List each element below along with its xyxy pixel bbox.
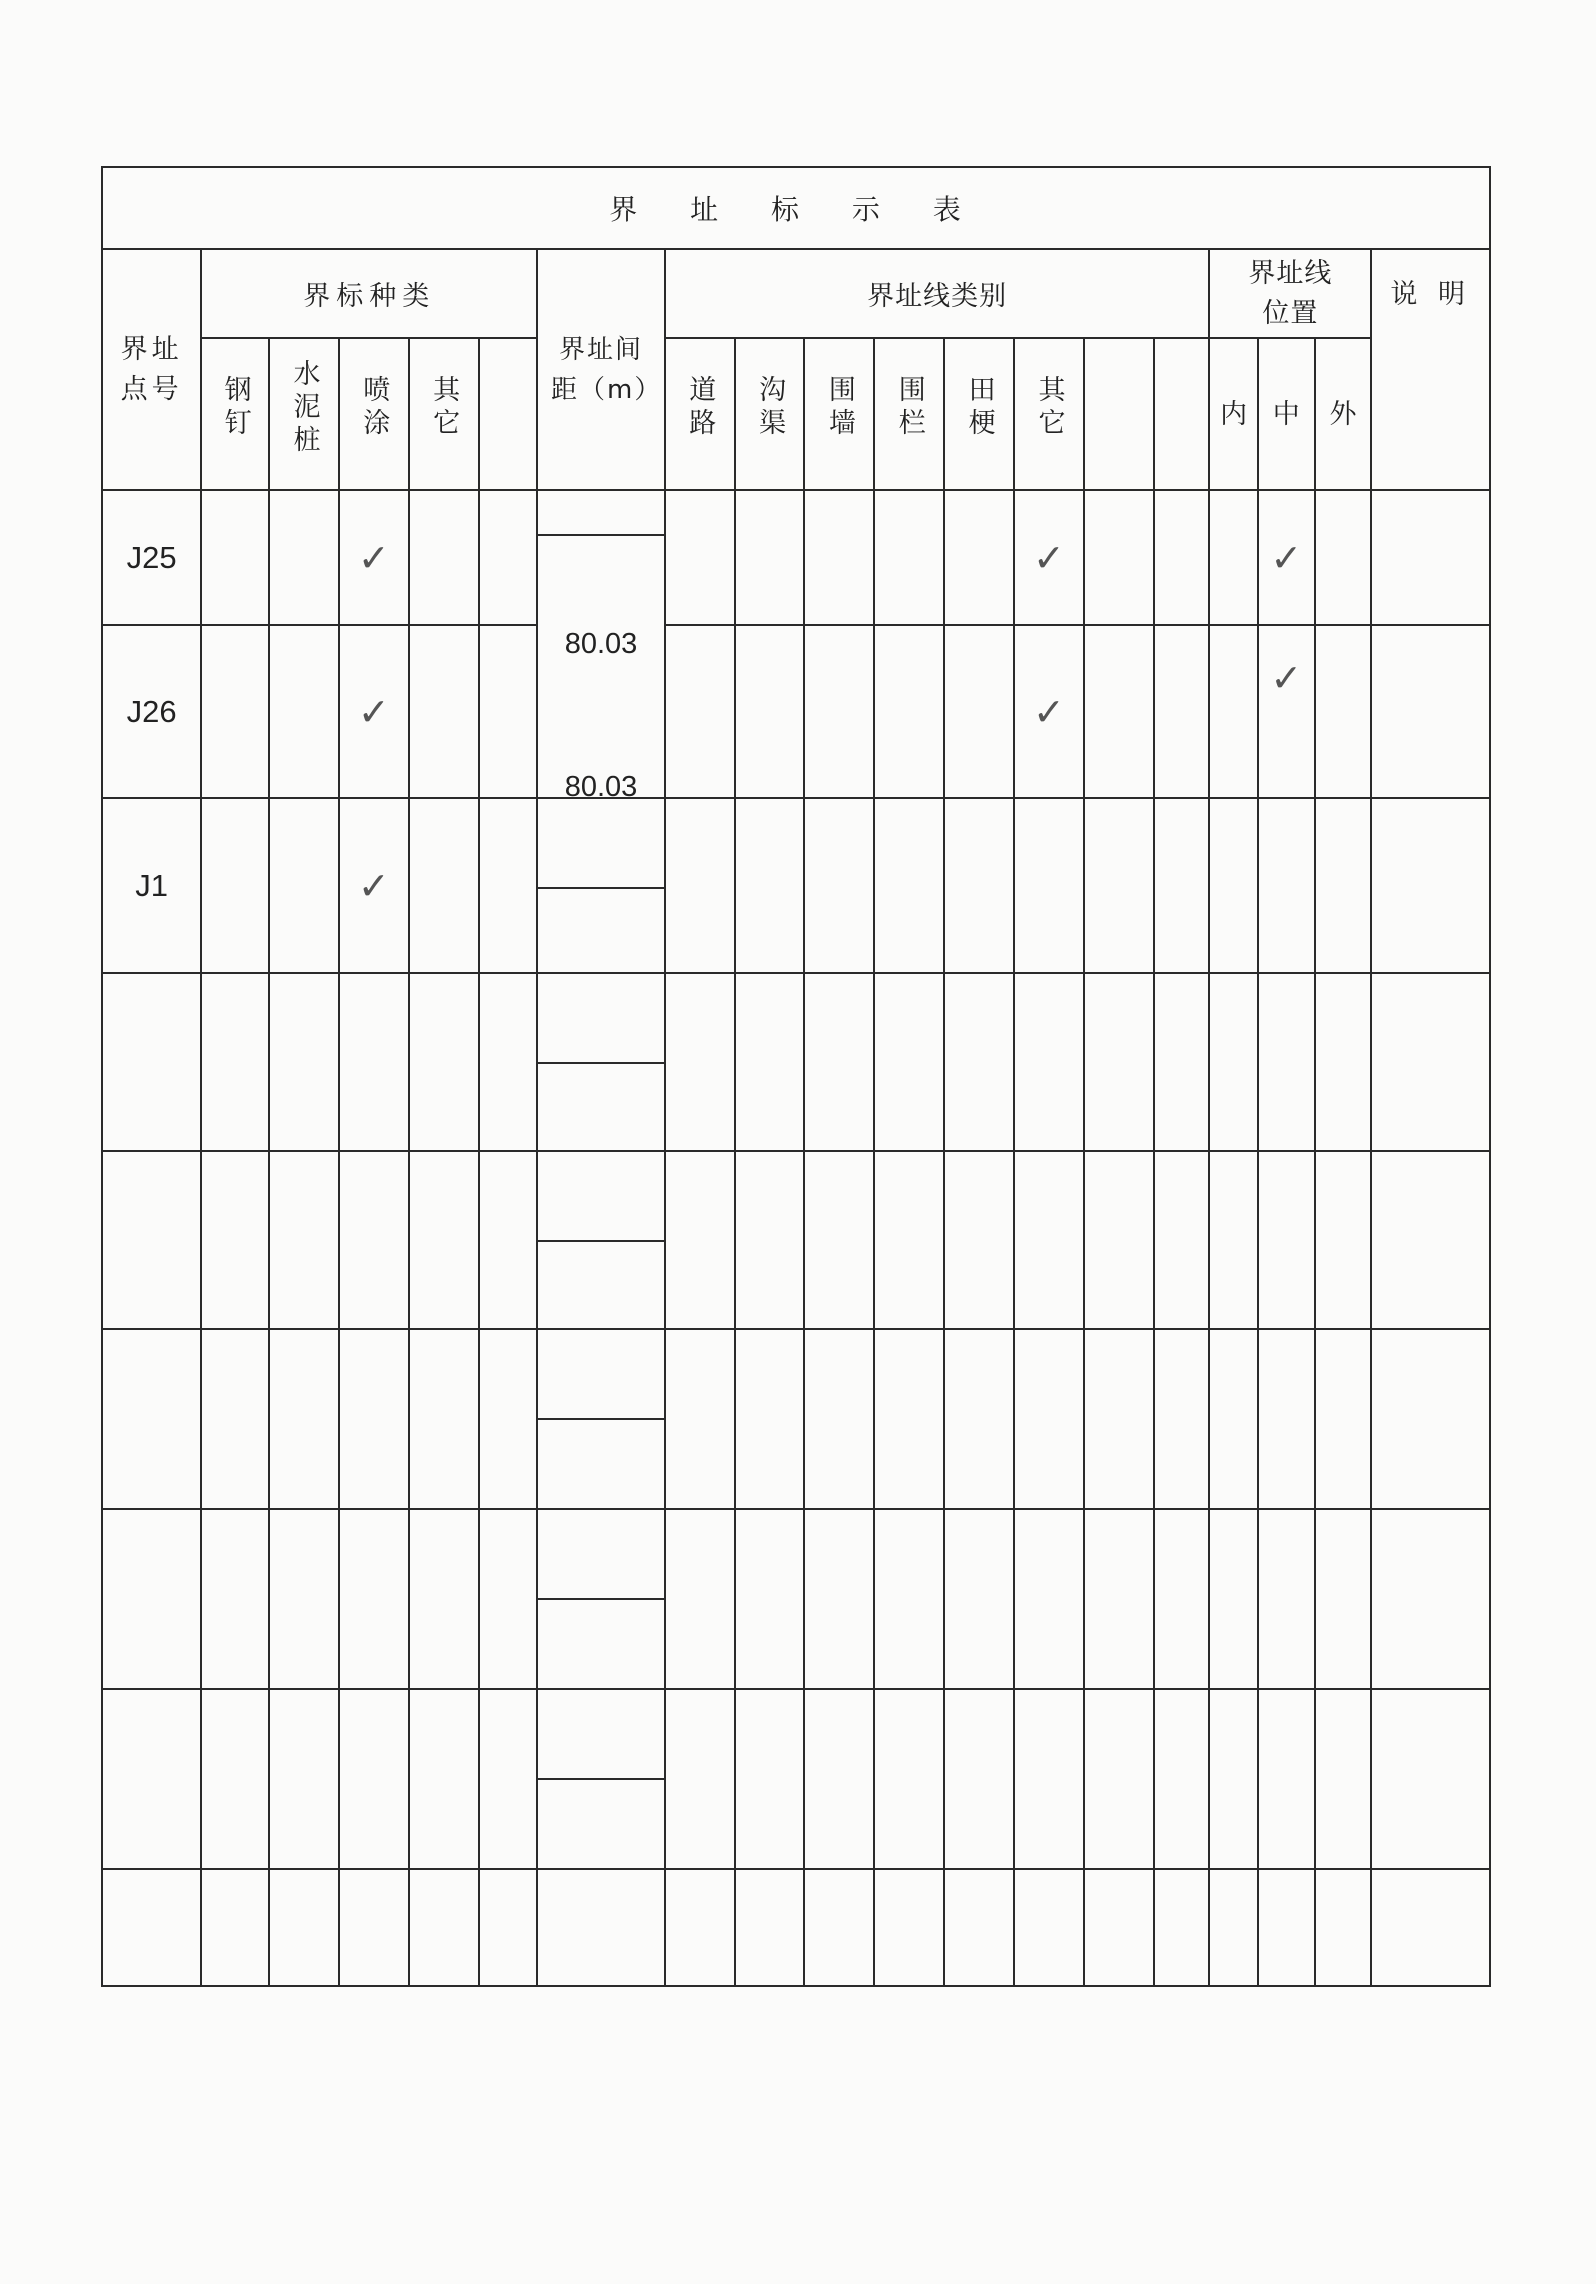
check-mark: ✓ <box>1014 625 1084 798</box>
check-mark: ✓ <box>339 490 409 625</box>
col-middle: 中 <box>1258 338 1315 490</box>
col-road: 道路 <box>665 338 735 490</box>
boundary-marker-table <box>101 166 1491 1987</box>
col-fence: 围栏 <box>874 338 944 490</box>
check-mark: ✓ <box>339 798 409 973</box>
col-line-blank-2 <box>1154 338 1210 490</box>
check-mark: ✓ <box>1014 490 1084 625</box>
col-marker-blank <box>479 338 538 490</box>
distance-value: 80.03 <box>564 627 638 660</box>
col-cement-pile: 水泥桩 <box>269 338 339 490</box>
point-label: J26 <box>102 625 201 798</box>
header-line-position: 界址线位置 <box>1209 249 1371 338</box>
distance-cell <box>537 490 665 798</box>
header-line-type: 界址线类别 <box>665 249 1210 338</box>
point-label: J25 <box>102 490 201 625</box>
col-spray: 喷涂 <box>339 338 409 490</box>
header-remarks: 说 明 <box>1371 249 1490 490</box>
distance-cell <box>537 771 665 973</box>
col-field-ridge: 田梗 <box>944 338 1014 490</box>
col-line-blank-1 <box>1084 338 1154 490</box>
table-title: 界 址 标 示 表 <box>102 167 1490 249</box>
point-label: J1 <box>102 798 201 973</box>
col-wall: 围墙 <box>804 338 874 490</box>
distance-value: 80.03 <box>564 771 638 803</box>
col-marker-other: 其它 <box>409 338 479 490</box>
check-mark: ✓ <box>1258 490 1315 625</box>
col-ditch: 沟渠 <box>735 338 805 490</box>
col-outer: 外 <box>1315 338 1372 490</box>
check-mark: ✓ <box>1258 625 1315 798</box>
col-line-other: 其它 <box>1014 338 1084 490</box>
col-inner: 内 <box>1209 338 1258 490</box>
header-distance: 界址间距（m） <box>537 249 665 490</box>
header-point-no: 界址点号 <box>102 249 201 490</box>
header-marker-type: 界标种类 <box>201 249 537 338</box>
check-mark: ✓ <box>339 625 409 798</box>
col-steel-nail: 钢钉 <box>201 338 269 490</box>
